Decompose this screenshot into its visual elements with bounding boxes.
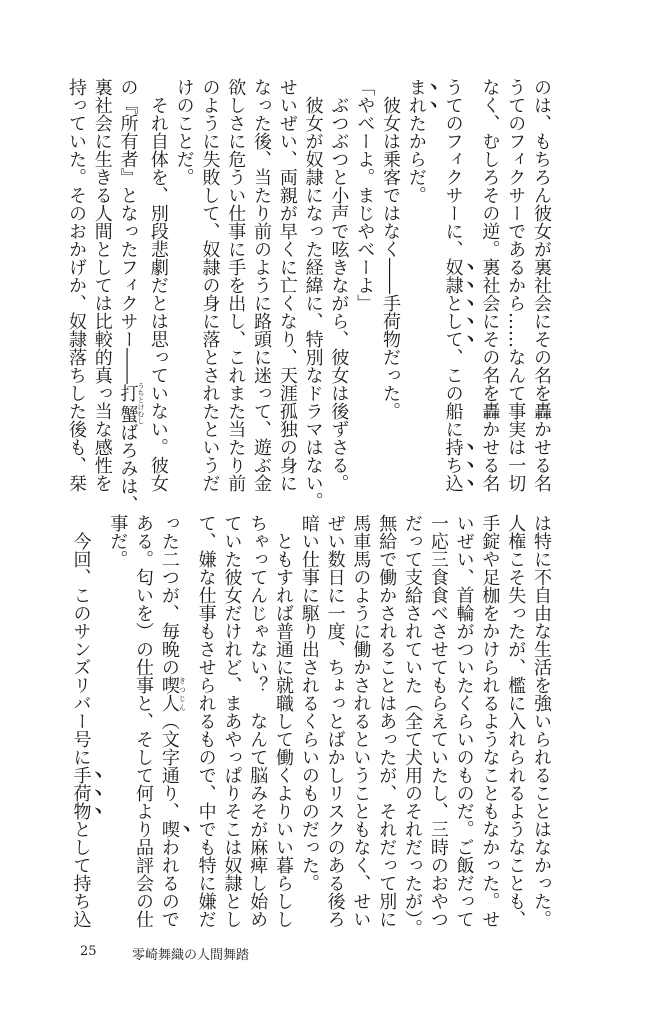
emphasized-text: 持ち込 bbox=[442, 438, 464, 492]
text-run: 裏社会に生きる人間としては比較的真っ当な感性を bbox=[91, 78, 113, 492]
text-run: 今回、このサンズリバー号に bbox=[70, 514, 92, 766]
emphasized-text: 喫 bbox=[158, 820, 180, 838]
text-column bbox=[63, 78, 89, 502]
text-run: ばろみは、 bbox=[117, 423, 139, 513]
text-run: われるので bbox=[158, 838, 180, 928]
text-column bbox=[528, 514, 554, 938]
text-run: 一応三食食べさせてもらえていたし、三時のおやつ bbox=[427, 514, 449, 928]
ruby-base: 喫人 bbox=[158, 676, 180, 712]
text-run: それ自体を、別段悲劇だとは思っていない。彼女 bbox=[147, 78, 169, 492]
text-run: て、嫌な仕事もさせられるもので、中でも特に嫌だ bbox=[195, 514, 217, 928]
text-column bbox=[322, 514, 348, 938]
text-run: ぶつぶつと小声で呟きながら、彼女は後ずさる。 bbox=[328, 78, 350, 492]
text-column bbox=[171, 78, 197, 502]
body-text-top-block bbox=[65, 78, 554, 513]
emphasized-text: 奴隷として bbox=[442, 258, 464, 348]
text-column bbox=[145, 78, 171, 502]
text-run: なく、むしろその逆。裏社会にその名を轟かせる名 bbox=[479, 78, 501, 492]
text-column bbox=[399, 514, 425, 938]
text-run: った二つが、毎晩の bbox=[158, 514, 180, 676]
text-run: 人権こそ失ったが、檻に入れられるようなことも、 bbox=[505, 514, 527, 928]
page-number: 25 bbox=[80, 944, 97, 959]
text-run: うてのフィクサーに、 bbox=[442, 78, 464, 258]
ruby-reading: うちとけむし bbox=[137, 382, 146, 425]
ruby-word bbox=[158, 676, 187, 712]
text-run: 彼女は乗客ではなく――手荷物だった。 bbox=[380, 78, 402, 420]
text-column bbox=[274, 78, 300, 502]
text-column bbox=[403, 78, 440, 502]
text-column bbox=[351, 78, 377, 502]
text-run: 馬車馬のように働かされるということもなく、せい bbox=[350, 514, 372, 928]
text-column bbox=[68, 514, 105, 938]
text-column bbox=[451, 514, 477, 938]
ruby-base: 打蟹 bbox=[117, 382, 139, 425]
text-run: 持っていた。そのおかげか、奴隷落ちした後も、栞 bbox=[65, 78, 87, 492]
text-run: 、この船に bbox=[442, 348, 464, 438]
text-column bbox=[502, 514, 528, 938]
text-run: ともすれば普通に就職して働くよりいい暮らしし bbox=[273, 514, 295, 928]
text-run: のように失敗して、奴隷の身に落とされたというだ bbox=[199, 78, 221, 492]
text-run: うてのフィクサーであるから……なんて事実は一切 bbox=[505, 78, 527, 492]
text-column bbox=[440, 78, 477, 502]
running-title: 零崎舞織の人間舞踏 bbox=[132, 948, 250, 963]
text-run: なった後、当たり前のように路頭に迷って、遊ぶ金 bbox=[251, 78, 273, 492]
text-column bbox=[248, 78, 274, 502]
text-column bbox=[502, 78, 528, 502]
text-run: ぜい数日に一度、ちょっとばかしリスクのある後ろ bbox=[324, 514, 346, 928]
text-run: 暗い仕事に駆り出されるくらいのものだった。 bbox=[298, 514, 320, 892]
text-run: いぜい、首輪がついたくらいのものだ。ご飯だって bbox=[453, 514, 475, 928]
text-column bbox=[528, 78, 554, 502]
text-column bbox=[300, 78, 326, 510]
text-column bbox=[326, 78, 352, 502]
text-column bbox=[156, 514, 193, 938]
text-column bbox=[377, 78, 403, 502]
text-column bbox=[270, 514, 296, 938]
text-run: だって支給されていた（全て犬用のそれだったが）。 bbox=[402, 514, 424, 937]
text-run: けのことだ。 bbox=[173, 78, 195, 186]
emphasized-text: まれ bbox=[405, 78, 427, 114]
text-run: 手錠や足枷をかけられるようなこともなかった。せ bbox=[479, 514, 501, 928]
text-run: 彼女が奴隷になった経緯に、特別なドラマはない。 bbox=[302, 78, 324, 510]
text-run: （文字通り、 bbox=[158, 712, 180, 820]
text-column bbox=[244, 514, 270, 938]
text-column bbox=[477, 78, 503, 502]
text-run: ある。匂いを）の仕事と、そして何より品評会の仕 bbox=[133, 514, 155, 928]
text-column bbox=[197, 78, 223, 502]
emphasized-text: 手荷物 bbox=[70, 766, 92, 820]
text-column bbox=[115, 78, 146, 513]
text-run: せいぜい、両親が早くに亡くなり、天涯孤独の身に bbox=[276, 78, 298, 492]
text-column bbox=[222, 78, 248, 502]
text-column bbox=[373, 514, 399, 938]
text-column bbox=[89, 78, 115, 502]
ruby-reading: きつじん bbox=[178, 676, 187, 712]
text-column bbox=[104, 514, 130, 938]
body-text-bottom-block bbox=[70, 514, 554, 938]
text-run: 事だ。 bbox=[107, 514, 129, 568]
text-column bbox=[348, 514, 374, 938]
text-run: 欲しさに危うい仕事に手を出し、これまた当たり前 bbox=[225, 78, 247, 492]
text-run: ていた彼女だけれど、まあやっぱりそこは奴隷とし bbox=[221, 514, 243, 928]
text-run: として持ち込 bbox=[70, 820, 92, 928]
text-column bbox=[296, 514, 322, 938]
text-column bbox=[219, 514, 245, 938]
text-run: のは、もちろん彼女が裏社会にその名を轟かせる名 bbox=[531, 78, 552, 492]
ruby-word bbox=[117, 382, 146, 425]
text-column bbox=[130, 514, 156, 938]
text-run: の『所有者』となったフィクサー―― bbox=[117, 78, 139, 384]
text-run: たからだ。 bbox=[405, 114, 427, 204]
text-run: 無給で働かされることはあったが、それだって別に bbox=[376, 514, 398, 928]
text-column bbox=[477, 514, 503, 938]
text-column bbox=[193, 514, 219, 938]
text-run: 「やべーよ。まじやべーよ」 bbox=[354, 78, 376, 312]
text-column bbox=[425, 514, 451, 938]
text-run: は特に不自由な生活を強いられることはなかった。 bbox=[531, 514, 552, 928]
text-run: ちゃってんじゃない？ なんて脳みそが麻痺し始め bbox=[247, 514, 269, 928]
